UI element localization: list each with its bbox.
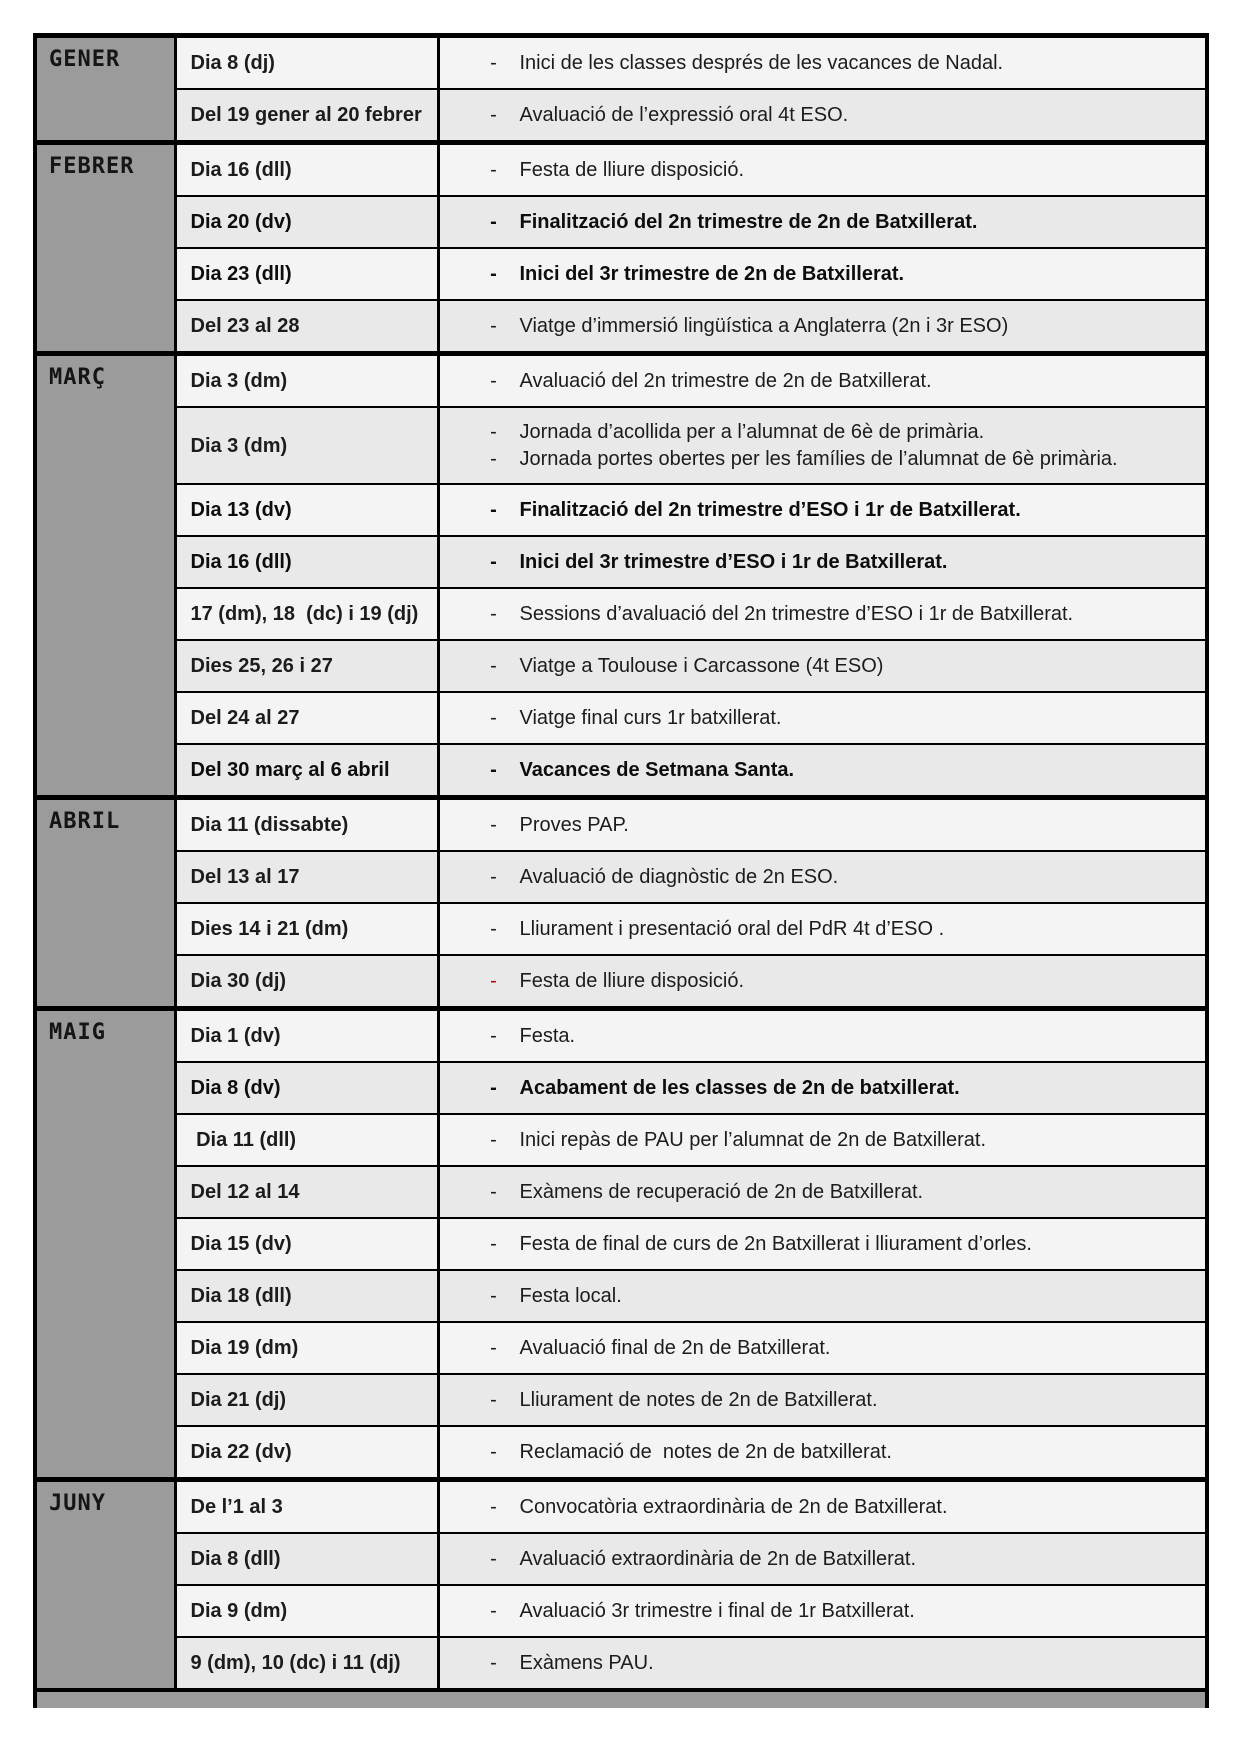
- event-item: [440, 1336, 1194, 1360]
- event-cell: [438, 196, 1207, 248]
- event-text: Proves PAP.: [519, 814, 629, 836]
- date-cell: Dia 8 (dll): [175, 1533, 438, 1585]
- event-text: Festa de lliure disposició.: [519, 970, 745, 992]
- calendar-row: [35, 1374, 1207, 1426]
- bullet-dash: -: [490, 104, 497, 126]
- calendar-row: [35, 354, 1207, 408]
- event-item: [440, 1128, 1194, 1152]
- calendar-row: [35, 36, 1207, 90]
- event-cell: [438, 36, 1207, 90]
- event-text: Convocatòria extraordinària de 2n de Batxillerat.: [519, 1496, 948, 1518]
- event-text: Avaluació de diagnòstic de 2n ESO.: [519, 866, 839, 888]
- calendar-row: [35, 1585, 1207, 1637]
- calendar-row: [35, 196, 1207, 248]
- event-item: [440, 498, 1194, 522]
- date-cell: Dia 11 (dll): [175, 1114, 438, 1166]
- month-label: MARÇ: [35, 354, 175, 798]
- date-cell: Dia 8 (dj): [175, 36, 438, 90]
- event-text: Jornada portes obertes per les famílies de l’alumnat de 6è primària.: [519, 448, 1118, 470]
- event-cell: [438, 407, 1207, 484]
- next-row-partial: [33, 1692, 1209, 1708]
- date-cell: Dia 30 (dj): [175, 955, 438, 1009]
- month-label: ABRIL: [35, 798, 175, 1009]
- bullet-dash: -: [490, 759, 497, 781]
- bullet-dash: -: [490, 1181, 497, 1203]
- date-cell: 9 (dm), 10 (dc) i 11 (dj): [175, 1637, 438, 1690]
- date-cell: Dia 3 (dm): [175, 354, 438, 408]
- bullet-dash: -: [490, 1285, 497, 1307]
- calendar-row: [35, 1114, 1207, 1166]
- date-cell: Dia 9 (dm): [175, 1585, 438, 1637]
- event-item: [440, 1180, 1194, 1204]
- date-cell: Dia 23 (dll): [175, 248, 438, 300]
- event-item: [440, 51, 1194, 75]
- date-cell: Del 12 al 14: [175, 1166, 438, 1218]
- event-cell: [438, 143, 1207, 197]
- event-item: [440, 1599, 1194, 1623]
- date-cell: Del 30 març al 6 abril: [175, 744, 438, 798]
- month-label: FEBRER: [35, 143, 175, 354]
- bullet-dash: -: [490, 370, 497, 392]
- event-text: Festa de lliure disposició.: [519, 159, 745, 181]
- event-cell: [438, 1218, 1207, 1270]
- calendar-row: [35, 744, 1207, 798]
- bullet-dash: -: [490, 970, 497, 992]
- bullet-dash: -: [490, 551, 497, 573]
- event-cell: [438, 692, 1207, 744]
- bullet-dash: -: [490, 655, 497, 677]
- calendar-row: [35, 588, 1207, 640]
- bullet-dash: -: [490, 499, 497, 521]
- bullet-dash: -: [490, 866, 497, 888]
- calendar-row: [35, 536, 1207, 588]
- event-cell: [438, 300, 1207, 354]
- calendar-row: [35, 1270, 1207, 1322]
- calendar-row: [35, 1322, 1207, 1374]
- date-cell: Dia 3 (dm): [175, 407, 438, 484]
- event-item: [440, 103, 1194, 127]
- event-text: Jornada d’acollida per a l’alumnat de 6è de primària.: [519, 421, 985, 443]
- bullet-dash: -: [490, 52, 497, 74]
- event-text: Inici del 3r trimestre de 2n de Batxillerat.: [519, 263, 905, 285]
- event-text: Avaluació del 2n trimestre de 2n de Batxillerat.: [519, 370, 932, 392]
- event-text: Festa.: [519, 1025, 576, 1047]
- calendar-row: [35, 955, 1207, 1009]
- bullet-dash: -: [490, 918, 497, 940]
- event-item: [440, 262, 1194, 286]
- event-text: Vacances de Setmana Santa.: [519, 759, 795, 781]
- event-text: Viatge a Toulouse i Carcassone (4t ESO): [519, 655, 884, 677]
- date-cell: Dia 13 (dv): [175, 484, 438, 536]
- event-cell: [438, 1374, 1207, 1426]
- date-cell: Del 24 al 27: [175, 692, 438, 744]
- event-item: [440, 1440, 1194, 1464]
- calendar-row: [35, 851, 1207, 903]
- event-item: [440, 550, 1194, 574]
- event-cell: [438, 1533, 1207, 1585]
- event-cell: [438, 903, 1207, 955]
- date-cell: Dia 1 (dv): [175, 1009, 438, 1063]
- calendar-row: [35, 1533, 1207, 1585]
- event-text: Festa local.: [519, 1285, 622, 1307]
- calendar-row: [35, 1218, 1207, 1270]
- date-cell: Del 13 al 17: [175, 851, 438, 903]
- event-item: [440, 158, 1194, 182]
- calendar-row: [35, 1637, 1207, 1690]
- event-cell: [438, 640, 1207, 692]
- event-cell: [438, 1009, 1207, 1063]
- bullet-dash: -: [490, 1652, 497, 1674]
- event-item: [440, 654, 1194, 678]
- month-label: MAIG: [35, 1009, 175, 1480]
- date-cell: Dia 11 (dissabte): [175, 798, 438, 852]
- event-text: Acabament de les classes de 2n de batxillerat.: [519, 1077, 960, 1099]
- event-item: [440, 1284, 1194, 1308]
- calendar-row: [35, 798, 1207, 852]
- event-cell: [438, 1114, 1207, 1166]
- calendar-row: [35, 1426, 1207, 1480]
- event-text: Finalització del 2n trimestre d’ESO i 1r de Batxillerat.: [519, 499, 1021, 521]
- calendar-row: [35, 407, 1207, 484]
- event-text: Exàmens de recuperació de 2n de Batxillerat.: [519, 1181, 924, 1203]
- event-cell: [438, 1585, 1207, 1637]
- date-cell: 17 (dm), 18 (dc) i 19 (dj): [175, 588, 438, 640]
- bullet-dash: -: [490, 1496, 497, 1518]
- calendar-row: [35, 89, 1207, 143]
- bullet-dash: -: [490, 1233, 497, 1255]
- calendar-row: [35, 1062, 1207, 1114]
- event-text: Lliurament de notes de 2n de Batxillerat.: [519, 1389, 878, 1411]
- event-cell: [438, 536, 1207, 588]
- event-item: [440, 1076, 1194, 1100]
- bullet-dash: -: [490, 421, 497, 443]
- event-cell: [438, 484, 1207, 536]
- event-item: [440, 865, 1194, 889]
- date-cell: Dia 21 (dj): [175, 1374, 438, 1426]
- event-item: [440, 314, 1194, 338]
- calendar-row: [35, 692, 1207, 744]
- month-label: JUNY: [35, 1480, 175, 1691]
- event-cell: [438, 1637, 1207, 1690]
- event-item: [440, 602, 1194, 626]
- event-item: [440, 969, 1194, 993]
- date-cell: Dies 14 i 21 (dm): [175, 903, 438, 955]
- event-item: [440, 706, 1194, 730]
- bullet-dash: -: [490, 814, 497, 836]
- calendar-row: [35, 1009, 1207, 1063]
- event-item: [440, 369, 1194, 393]
- bullet-dash: -: [490, 1337, 497, 1359]
- event-item: [440, 447, 1194, 471]
- event-item: [440, 1232, 1194, 1256]
- bullet-dash: -: [490, 603, 497, 625]
- calendar-row: [35, 640, 1207, 692]
- bullet-dash: -: [490, 1077, 497, 1099]
- event-cell: [438, 248, 1207, 300]
- event-text: Exàmens PAU.: [519, 1652, 654, 1674]
- event-text: Avaluació 3r trimestre i final de 1r Batxillerat.: [519, 1600, 915, 1622]
- event-item: [440, 813, 1194, 837]
- date-cell: Dia 22 (dv): [175, 1426, 438, 1480]
- event-text: Lliurament i presentació oral del PdR 4t d’ESO .: [519, 918, 945, 940]
- calendar-row: [35, 903, 1207, 955]
- event-cell: [438, 1480, 1207, 1534]
- date-cell: Dia 15 (dv): [175, 1218, 438, 1270]
- calendar-row: [35, 143, 1207, 197]
- event-cell: [438, 354, 1207, 408]
- bullet-dash: -: [490, 707, 497, 729]
- event-text: Sessions d’avaluació del 2n trimestre d’ESO i 1r de Batxillerat.: [519, 603, 1074, 625]
- event-cell: [438, 798, 1207, 852]
- date-cell: De l’1 al 3: [175, 1480, 438, 1534]
- date-cell: Dia 18 (dll): [175, 1270, 438, 1322]
- event-cell: [438, 588, 1207, 640]
- event-item: [440, 1495, 1194, 1519]
- date-cell: Dia 16 (dll): [175, 143, 438, 197]
- event-cell: [438, 89, 1207, 143]
- event-cell: [438, 744, 1207, 798]
- bullet-dash: -: [490, 1600, 497, 1622]
- bullet-dash: -: [490, 159, 497, 181]
- event-item: [440, 758, 1194, 782]
- bullet-dash: -: [490, 315, 497, 337]
- event-text: Avaluació final de 2n de Batxillerat.: [519, 1337, 831, 1359]
- event-text: Viatge d’immersió lingüística a Anglaterra (2n i 3r ESO): [519, 315, 1009, 337]
- calendar-row: [35, 1480, 1207, 1534]
- bullet-dash: -: [490, 211, 497, 233]
- event-item: [440, 1547, 1194, 1571]
- event-text: Festa de final de curs de 2n Batxillerat i lliurament d’orles.: [519, 1233, 1032, 1255]
- event-item: [440, 1024, 1194, 1048]
- date-cell: Dia 16 (dll): [175, 536, 438, 588]
- event-text: Inici del 3r trimestre d’ESO i 1r de Batxillerat.: [519, 551, 948, 573]
- bullet-dash: -: [490, 1025, 497, 1047]
- bullet-dash: -: [490, 448, 497, 470]
- event-item: [440, 210, 1194, 234]
- event-cell: [438, 851, 1207, 903]
- event-text: Viatge final curs 1r batxillerat.: [519, 707, 782, 729]
- calendar-row: [35, 300, 1207, 354]
- event-cell: [438, 1062, 1207, 1114]
- month-label: GENER: [35, 36, 175, 143]
- event-text: Finalització del 2n trimestre de 2n de Batxillerat.: [519, 211, 978, 233]
- event-item: [440, 917, 1194, 941]
- event-item: [440, 420, 1194, 444]
- calendar-table: [33, 33, 1209, 1692]
- event-cell: [438, 955, 1207, 1009]
- date-cell: Dia 8 (dv): [175, 1062, 438, 1114]
- bullet-dash: -: [490, 263, 497, 285]
- date-cell: Del 19 gener al 20 febrer: [175, 89, 438, 143]
- bullet-dash: -: [490, 1389, 497, 1411]
- bullet-dash: -: [490, 1441, 497, 1463]
- date-cell: Dia 20 (dv): [175, 196, 438, 248]
- calendar-row: [35, 484, 1207, 536]
- event-cell: [438, 1426, 1207, 1480]
- event-cell: [438, 1322, 1207, 1374]
- date-cell: Dia 19 (dm): [175, 1322, 438, 1374]
- date-cell: Del 23 al 28: [175, 300, 438, 354]
- calendar-row: [35, 1166, 1207, 1218]
- event-text: Inici repàs de PAU per l’alumnat de 2n de Batxillerat.: [519, 1129, 987, 1151]
- bullet-dash: -: [490, 1548, 497, 1570]
- event-text: Reclamació de notes de 2n de batxillerat.: [519, 1441, 892, 1463]
- bullet-dash: -: [490, 1129, 497, 1151]
- event-text: Avaluació de l’expressió oral 4t ESO.: [519, 104, 849, 126]
- event-cell: [438, 1166, 1207, 1218]
- calendar-row: [35, 248, 1207, 300]
- event-text: Avaluació extraordinària de 2n de Batxillerat.: [519, 1548, 917, 1570]
- event-cell: [438, 1270, 1207, 1322]
- event-text: Inici de les classes després de les vacances de Nadal.: [519, 52, 1004, 74]
- event-item: [440, 1388, 1194, 1412]
- event-item: [440, 1651, 1194, 1675]
- date-cell: Dies 25, 26 i 27: [175, 640, 438, 692]
